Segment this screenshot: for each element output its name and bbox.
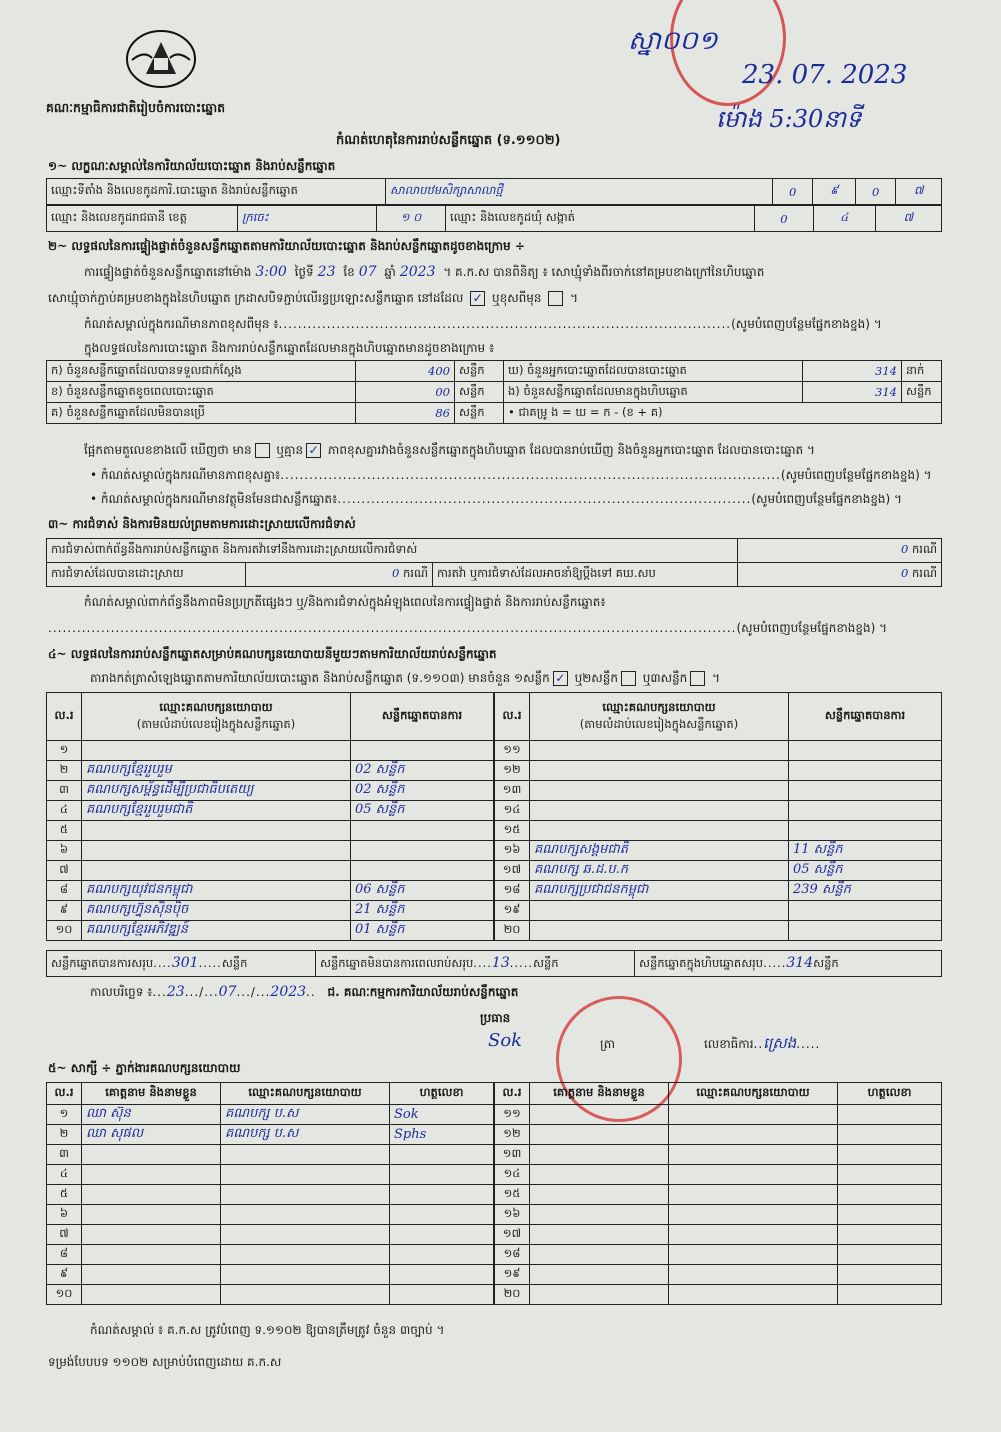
result-left-party: [82, 841, 351, 861]
witness-left-sign: [390, 1205, 494, 1225]
witness-left-row: [47, 1265, 494, 1285]
result-right-votes: [789, 921, 942, 941]
witness-left-no: ៤: [47, 1165, 82, 1185]
witness-left-row: [47, 1145, 494, 1165]
witness-right-party: [669, 1265, 838, 1285]
result-left-row: [47, 801, 494, 821]
witness-left-sign: [390, 1225, 494, 1245]
sec2-note1: កំណត់សម្គាល់ក្នុងករណីមានភាពខុសពីមុន ៖..............................................................................................(សូមបំពេញបន្ថែមផ្នែកខាងខ្នង) ។: [84, 317, 882, 331]
sec2-row-b: ខ) ចំនួនសន្លឹកឆ្នោតខូចពេលបោះឆ្នោត 00 សន្លឹក ង) ចំនួនសន្លឹកឆ្នោតដែលមានក្នុងហិបឆ្នោត 314 សន្លឹក: [47, 382, 942, 403]
result-right-party: [530, 741, 789, 761]
sec4-table-left: ល.រ ឈ្មោះគណបក្សនយោបាយ (តាមលំដាប់លេខរៀងក្នុងសន្លឹកឆ្នោត) សន្លឹកឆ្នោតបានការ ១ ២ គណបក្សខ្មែររួបរួម 02 សន្លឹក ៣ គណបក្សសម្ព័ន្ធដើម្បីប្រជាធិបតេយ្យ 02 សន្លឹក ៤ គណបក្សខ្មែររួបរួមជាតិ 05 សន្លឹក ៥ ៦ ៧ ៨ គណបក្សយុវជនកម្ពុជា 06 សន្លឹក ៩ គណបក្សហ្វ៊ុនស៊ិនប៉ិច 21 សន្លឹក ១០ គណបក្សខ្មែរអភិវឌ្ឍន៍ 01 សន្លឹក: [46, 692, 494, 941]
witness-left-no: ៦: [47, 1205, 82, 1225]
sec4-title: ៤~ លទ្ធផលនៃការរាប់សន្លឹកឆ្នោតសម្រាប់គណបក្សនយោបាយនីមួយៗតាមការិយាល័យរាប់សន្លឹកឆ្នោត: [48, 647, 497, 661]
witness-right-no: ១៦: [495, 1205, 530, 1225]
result-left-no: ៩: [47, 901, 82, 921]
witness-right-party: [669, 1125, 838, 1145]
result-left-party: គណបក្សហ្វ៊ុនស៊ិនប៉ិច: [82, 901, 351, 921]
result-left-party: គណបក្សខ្មែរអភិវឌ្ឍន៍: [82, 921, 351, 941]
result-left-no: ២: [47, 761, 82, 781]
witness-left-row: [47, 1125, 494, 1145]
witness-left-party: [221, 1285, 390, 1305]
witness-right-row: [495, 1165, 942, 1185]
witness-left-no: ១: [47, 1105, 82, 1125]
result-right-votes: [789, 761, 942, 781]
result-left-row: [47, 901, 494, 921]
sec1-row1-value: សាលាបឋមសិក្សាសាលាថ្មី: [386, 179, 773, 205]
sec1-code-d3: 0: [855, 179, 895, 205]
sec3-note-fill: ...............................................................................................................................................(សូមបំពេញបន្ថែមផ្នែកខាងខ្នង) ។: [48, 621, 888, 635]
witness-right-no: ១៨: [495, 1245, 530, 1265]
result-right-votes: 239 សន្លឹក: [789, 881, 942, 901]
checkbox-2-sheets[interactable]: [621, 671, 636, 686]
witness-right-name: [530, 1225, 669, 1245]
result-left-votes: [351, 821, 494, 841]
witness-left-no: ២: [47, 1125, 82, 1145]
result-left-party: [82, 821, 351, 841]
result-left-party: [82, 741, 351, 761]
sec1-code-d4: ៧: [896, 179, 942, 205]
result-right-party: [530, 801, 789, 821]
witness-right-row: [495, 1185, 942, 1205]
sec1-row2-code: ១ ០: [377, 206, 446, 232]
witness-right-row: [495, 1205, 942, 1225]
result-left-no: ៦: [47, 841, 82, 861]
witness-left-party: [221, 1185, 390, 1205]
witness-right-row: [495, 1285, 942, 1305]
witness-right-no: ១៧: [495, 1225, 530, 1245]
result-left-party: គណបក្សយុវជនកម្ពុជា: [82, 881, 351, 901]
sec3-table-row2: ការជំទាស់ដែលបានដោះស្រាយ 0 ករណី ការតវ៉ា ឬការជំទាស់ដែលអាចនាំឱ្យប្តឹងទៅ គឃ.សប 0 ករណី: [46, 562, 942, 587]
result-right-no: ១៣: [495, 781, 530, 801]
witness-right-name: [530, 1265, 669, 1285]
result-left-votes: 05 សន្លឹក: [351, 801, 494, 821]
result-left-party: គណបក្សខ្មែររួបរួម: [82, 761, 351, 781]
witness-left-party: [221, 1205, 390, 1225]
handwritten-time: ម៉ោង 5:30នាទី: [716, 105, 862, 133]
sec1-row2-label2: ឈ្មោះ និងលេខកូដឃុំ សង្កាត់: [446, 206, 755, 232]
witness-right-no: ១៣: [495, 1145, 530, 1165]
chair-label: ប្រធាន: [480, 1011, 511, 1025]
form-title: កំណត់ហេតុនៃការរាប់សន្លឹកឆ្នោត (ទ.១១០២): [336, 133, 561, 148]
witness-left-name: [82, 1245, 221, 1265]
witness-right-no: ១២: [495, 1125, 530, 1145]
result-right-no: ១៤: [495, 801, 530, 821]
witness-right-party: [669, 1285, 838, 1305]
sec3-title: ៣~ ការជំទាស់ និងការមិនយល់ព្រមតាមការដោះស្រាយលើការជំទាស់: [48, 517, 356, 531]
sec1-code-d2: ៩: [813, 179, 855, 205]
result-left-no: ៨: [47, 881, 82, 901]
result-left-votes: [351, 841, 494, 861]
witness-right-name: [530, 1145, 669, 1165]
witness-right-party: [669, 1245, 838, 1265]
result-left-party: គណបក្សសម្ព័ន្ធដើម្បីប្រជាធិបតេយ្យ: [82, 781, 351, 801]
footer-form-ref: ទម្រង់បែបបទ ១១០២ សម្រាប់បំពេញដោយ គ.ក.ស: [48, 1355, 282, 1369]
footer-note: កំណត់សម្គាល់ ៖ គ.ក.ស ត្រូវបំពេញ ទ.១១០២ ឱ្យបានត្រឹមត្រូវ ចំនួន ៣ច្បាប់ ។: [90, 1323, 445, 1337]
result-right-party: គណបក្សប្រជាជនកម្ពុជា: [530, 881, 789, 901]
sec3-note: កំណត់សម្គាល់ពាក់ព័ន្ធនឹងភាពមិនប្រក្រតីផ្សេងៗ ឬ/និងការជំទាស់ក្នុងអំឡុងពេលនៃការផ្ទៀងផ្ទាត់ និងការរាប់សន្លឹកឆ្នោត៖: [84, 595, 606, 609]
sec3-table: ការជំទាស់ពាក់ព័ន្ធនឹងការរាប់សន្លឹកឆ្នោត និងការតវ៉ាទៅនឹងការដោះស្រាយលើការជំទាស់ 0 ករណី: [46, 538, 942, 563]
sec1-row2-value: ក្រចេះ: [238, 206, 377, 232]
result-left-no: ១០: [47, 921, 82, 941]
sec1-table-row2: [46, 205, 942, 232]
result-right-row: [495, 761, 942, 781]
witness-left-sign: [390, 1185, 494, 1205]
result-right-party: [530, 901, 789, 921]
witness-left-row: [47, 1165, 494, 1185]
witness-right-sign: [838, 1145, 942, 1165]
result-left-row: [47, 861, 494, 881]
witness-left-party: [221, 1245, 390, 1265]
witness-right-name: [530, 1125, 669, 1145]
sec4-date-line: កាលបរិច្ឆេទ ៖...23.../...07.../...2023.. ជ. គណៈកម្មការការិយាល័យរាប់សន្លឹកឆ្នោត: [90, 984, 519, 1000]
checkbox-has-diff[interactable]: [255, 443, 270, 458]
witness-left-name: [82, 1225, 221, 1245]
witness-left-sign: Sok: [390, 1105, 494, 1125]
witness-right-sign: [838, 1205, 942, 1225]
result-left-row: [47, 741, 494, 761]
witness-left-sign: Sphs: [390, 1125, 494, 1145]
witness-right-sign: [838, 1265, 942, 1285]
sec2-results-table: [46, 360, 942, 424]
result-left-no: ៧: [47, 861, 82, 881]
total-box: 314: [786, 954, 814, 971]
sec1-row1-label: ឈ្មោះទីតាំង និងលេខកូដការិ.បោះឆ្នោត និងរាប់សន្លឹកឆ្នោត: [47, 179, 386, 205]
witness-right-row: [495, 1105, 942, 1125]
result-left-votes: 02 សន្លឹក: [351, 781, 494, 801]
witness-left-row: [47, 1285, 494, 1305]
result-right-no: ១៨: [495, 881, 530, 901]
stamp-label: ត្រា: [600, 1037, 615, 1051]
sec1-table: [46, 178, 942, 205]
result-right-party: [530, 921, 789, 941]
witness-right-party: [669, 1225, 838, 1245]
witness-right-party: [669, 1105, 838, 1125]
result-left-no: ៤: [47, 801, 82, 821]
witness-left-sign: [390, 1145, 494, 1165]
result-right-votes: 05 សន្លឹក: [789, 861, 942, 881]
nec-logo: [124, 28, 198, 90]
witness-right-sign: [838, 1225, 942, 1245]
result-left-row: [47, 841, 494, 861]
witness-right-no: ១៥: [495, 1185, 530, 1205]
witness-right-sign: [838, 1105, 942, 1125]
sec2-row-a: ក) ចំនួនសន្លឹកឆ្នោតដែលបានទទួលជាក់ស្តែង 400 សន្លឹក ឃ) ចំនួនអ្នកបោះឆ្នោតដែលបានបោះឆ្នោត 314 នាក់: [47, 361, 942, 382]
sec4-table-right: ល.រ ឈ្មោះគណបក្សនយោបាយ (តាមលំដាប់លេខរៀងក្នុងសន្លឹកឆ្នោត) សន្លឹកឆ្នោតបានការ ១១ ១២ ១៣ ១៤ ១៥ ១៦ គណបក្សសង្គមជាតិ 11 សន្លឹក ១៧ គណបក្ស ឆ.ដ.ប.ក 05 សន្លឹក ១៨ គណបក្សប្រជាជនកម្ពុជា 239 សន្លឹក ១៩ ២០: [494, 692, 942, 941]
sec2-line2: សោឃ្មុំចាក់ភ្ជាប់គម្របខាងក្នុងនៃហិបឆ្នោត ក្រដាសបិទភ្ជាប់លើរន្ធប្រឡោះសន្លឹកឆ្នោត នៅដដែល ✓ ឬខុសពីមុន ។: [48, 291, 579, 305]
witness-right-party: [669, 1145, 838, 1165]
result-left-no: ១: [47, 741, 82, 761]
witness-right-row: [495, 1125, 942, 1145]
witness-right-name: [530, 1105, 669, 1125]
handwritten-date: 23. 07. 2023: [742, 60, 908, 90]
sec4-totals: សន្លឹកឆ្នោតបានការសរុប....301.....សន្លឹក សន្លឹកឆ្នោតមិនបានការពេលរាប់សរុប....13.....សន្លឹក សន្លឹកឆ្នោតក្នុងហិបឆ្នោតសរុប.....314សន្លឹក: [46, 950, 942, 977]
handwritten-code: ស្នា០០១: [628, 26, 718, 56]
witness-left-row: [47, 1225, 494, 1245]
checkbox-no-diff[interactable]: ✓: [306, 443, 321, 458]
sec1-code2-d3: ៧: [875, 206, 941, 232]
witness-right-no: ១១: [495, 1105, 530, 1125]
witness-right-row: [495, 1245, 942, 1265]
witness-left-no: ៥: [47, 1185, 82, 1205]
sec1-code2-d1: 0: [755, 206, 814, 232]
sec2-row-c: គ) ចំនួនសន្លឹកឆ្នោតដែលមិនបានប្រើ 86 សន្លឹក • ជាគម្រូ ង = ឃ = ក - (ខ + គ): [47, 403, 942, 424]
witness-right-party: [669, 1165, 838, 1185]
witness-right-party: [669, 1205, 838, 1225]
result-right-party: គណបក្ស ឆ.ដ.ប.ក: [530, 861, 789, 881]
witness-left-name: ឈា ស៊ុន: [82, 1105, 221, 1125]
result-right-votes: [789, 821, 942, 841]
result-left-row: [47, 881, 494, 901]
sec2-intro: ក្នុងលទ្ធផលនៃការបោះឆ្នោត និងការរាប់សន្លឹកឆ្នោតដែលមានក្នុងហិបឆ្នោតមានដូចខាងក្រោម ៖: [84, 341, 495, 355]
witness-left-party: [221, 1265, 390, 1285]
witness-left-sign: [390, 1265, 494, 1285]
result-right-no: ២០: [495, 921, 530, 941]
total-invalid: 13: [491, 954, 510, 971]
result-left-row: [47, 921, 494, 941]
result-right-row: [495, 841, 942, 861]
result-right-votes: [789, 801, 942, 821]
witness-left-name: [82, 1265, 221, 1285]
sec1-code-d1: 0: [773, 179, 813, 205]
sec4-intro: តារាងកត់ត្រាសំឡេងឆ្នោតតាមការិយាល័យបោះឆ្នោត និងរាប់សន្លឹកឆ្នោត (ទ.១១០៣) មានចំនួន ១សន្លឹក ✓ ឬ២សន្លឹក ឬ៣សន្លឹក ។: [90, 671, 721, 685]
checkbox-3-sheets[interactable]: [690, 671, 705, 686]
result-right-row: [495, 821, 942, 841]
checkbox-different[interactable]: [548, 291, 563, 306]
sec1-title: ១~ លក្ខណៈសម្គាល់នៃការិយាល័យបោះឆ្នោត និងរាប់សន្លឹកឆ្នោត: [48, 159, 336, 173]
result-left-no: ៣: [47, 781, 82, 801]
sec2-line1: ការផ្ទៀងផ្ទាត់ចំនួនសន្លឹកឆ្នោតនៅម៉ោង 3:00 ថ្ងៃទី 23 ខែ 07 ឆ្នាំ 2023 ។ គ.ក.ស បានពិនិត្យ ៖ សោឃ្មុំទាំងពីរចាក់នៅគម្របខាងក្រៅនៃហិបឆ្នោត: [84, 264, 765, 280]
witness-right-name: [530, 1185, 669, 1205]
result-right-row: [495, 881, 942, 901]
witness-left-sign: [390, 1245, 494, 1265]
witness-left-name: [82, 1205, 221, 1225]
witness-left-no: ៣: [47, 1145, 82, 1165]
checkbox-same[interactable]: ✓: [470, 291, 485, 306]
witness-right-name: [530, 1205, 669, 1225]
sec1-code2-d2: ៤: [813, 206, 875, 232]
result-right-party: [530, 781, 789, 801]
result-left-row: [47, 781, 494, 801]
witness-left-party: គណបក្ស ប.ស: [221, 1105, 390, 1125]
result-left-no: ៥: [47, 821, 82, 841]
sec2-title: ២~ លទ្ធផលនៃការផ្ទៀងផ្ទាត់ចំនួនសន្លឹកឆ្នោតតាមការិយាល័យបោះឆ្នោត និងរាប់សន្លឹកឆ្នោតដូចខាងក្រោម ÷: [48, 239, 525, 253]
witness-left-no: ៩: [47, 1265, 82, 1285]
result-right-row: [495, 801, 942, 821]
witness-left-name: [82, 1285, 221, 1305]
result-left-party: គណបក្សខ្មែររួបរួមជាតិ: [82, 801, 351, 821]
witness-right-row: [495, 1225, 942, 1245]
witness-right-name: [530, 1165, 669, 1185]
witness-left-party: [221, 1165, 390, 1185]
witness-left-row: [47, 1205, 494, 1225]
result-left-votes: 21 សន្លឹក: [351, 901, 494, 921]
sec5-title: ៥~ សាក្សី ÷ ភ្នាក់ងារគណបក្សនយោបាយ: [48, 1061, 241, 1075]
witness-left-name: ឈា សុផល: [82, 1125, 221, 1145]
witness-right-row: [495, 1265, 942, 1285]
witness-left-no: ១០: [47, 1285, 82, 1305]
sec2-check-line: ផ្អែកតាមតួលេខខាងលើ ឃើញថា មាន ឬគ្មាន ✓ ភាពខុសគ្នារវាងចំនួនសន្លឹកឆ្នោតក្នុងហិបឆ្នោត ដែលបានរាប់ឃើញ និងចំនួនអ្នកបោះឆ្នោត ដែលបានបោះឆ្នោត ។: [84, 443, 815, 457]
result-left-votes: 06 សន្លឹក: [351, 881, 494, 901]
witness-right-sign: [838, 1165, 942, 1185]
result-left-row: [47, 821, 494, 841]
witness-left-sign: [390, 1165, 494, 1185]
result-right-no: ១៩: [495, 901, 530, 921]
total-valid: 301: [171, 954, 199, 971]
witness-left-party: គណបក្ស ប.ស: [221, 1125, 390, 1145]
result-right-no: ១៦: [495, 841, 530, 861]
witness-left-no: ៨: [47, 1245, 82, 1265]
witness-left-name: [82, 1145, 221, 1165]
sec5-table-left: ល.រ គោត្តនាម និងនាមខ្លួន ឈ្មោះគណបក្សនយោបាយ ហត្ថលេខា ១ ឈា ស៊ុន គណបក្ស ប.ស Sok ២ ឈា សុផល គណបក្ស ប.ស Sphs ៣ ៤ ៥ ៦ ៧ ៨ ៩ ១០: [46, 1082, 494, 1305]
result-left-votes: 02 សន្លឹក: [351, 761, 494, 781]
witness-right-sign: [838, 1125, 942, 1145]
witness-left-sign: [390, 1285, 494, 1305]
sec5-table-right: ល.រ គោត្តនាម និងនាមខ្លួន ឈ្មោះគណបក្សនយោបាយ ហត្ថលេខា ១១ ១២ ១៣ ១៤ ១៥ ១៦ ១៧ ១៨ ១៩ ២០: [494, 1082, 942, 1305]
result-left-row: [47, 761, 494, 781]
result-right-votes: 11 សន្លឹក: [789, 841, 942, 861]
result-right-row: [495, 861, 942, 881]
result-right-row: [495, 901, 942, 921]
sec1-row2-label: ឈ្មោះ និងលេខកូដរាជធានី ខេត្ត: [47, 206, 238, 232]
witness-left-party: [221, 1225, 390, 1245]
witness-left-party: [221, 1145, 390, 1165]
result-right-votes: [789, 781, 942, 801]
sec2-note2: • កំណត់សម្គាល់ក្នុងករណីមានភាពខុសគ្នា៖........................................................................................................(សូមបំពេញបន្ថែមផ្នែកខាងខ្នង) ។: [90, 468, 932, 482]
witness-right-name: [530, 1245, 669, 1265]
result-right-row: [495, 921, 942, 941]
result-left-votes: [351, 861, 494, 881]
witness-right-sign: [838, 1185, 942, 1205]
secretary-line: លេខាធិការ..ស្រេង.....: [704, 1034, 821, 1052]
witness-left-row: [47, 1185, 494, 1205]
checkbox-1-sheet[interactable]: ✓: [553, 671, 568, 686]
result-right-party: [530, 761, 789, 781]
result-left-party: [82, 861, 351, 881]
result-right-row: [495, 781, 942, 801]
witness-left-no: ៧: [47, 1225, 82, 1245]
chair-signature: Sok: [488, 1030, 523, 1051]
result-left-votes: 01 សន្លឹក: [351, 921, 494, 941]
result-right-row: [495, 741, 942, 761]
witness-right-row: [495, 1145, 942, 1165]
result-right-party: គណបក្សសង្គមជាតិ: [530, 841, 789, 861]
witness-right-sign: [838, 1245, 942, 1265]
result-right-votes: [789, 741, 942, 761]
witness-left-row: [47, 1105, 494, 1125]
witness-right-sign: [838, 1285, 942, 1305]
witness-right-no: ១៩: [495, 1265, 530, 1285]
witness-right-no: ១៤: [495, 1165, 530, 1185]
result-right-no: ១១: [495, 741, 530, 761]
witness-left-name: [82, 1185, 221, 1205]
result-right-votes: [789, 901, 942, 921]
witness-right-no: ២០: [495, 1285, 530, 1305]
result-left-votes: [351, 741, 494, 761]
witness-left-row: [47, 1245, 494, 1265]
sec2-note3: • កំណត់សម្គាល់ក្នុងករណីមានវត្ថុមិនមែនជាសន្លឹកឆ្នោត៖......................................................................................(សូមបំពេញបន្ថែមផ្នែកខាងខ្នង) ។: [90, 492, 902, 506]
witness-left-name: [82, 1165, 221, 1185]
result-right-no: ១៧: [495, 861, 530, 881]
result-right-party: [530, 821, 789, 841]
result-right-no: ១៥: [495, 821, 530, 841]
committee-name: គណៈកម្មាធិការជាតិរៀបចំការបោះឆ្នោត: [46, 100, 226, 115]
result-right-no: ១២: [495, 761, 530, 781]
witness-right-party: [669, 1185, 838, 1205]
witness-right-name: [530, 1285, 669, 1305]
